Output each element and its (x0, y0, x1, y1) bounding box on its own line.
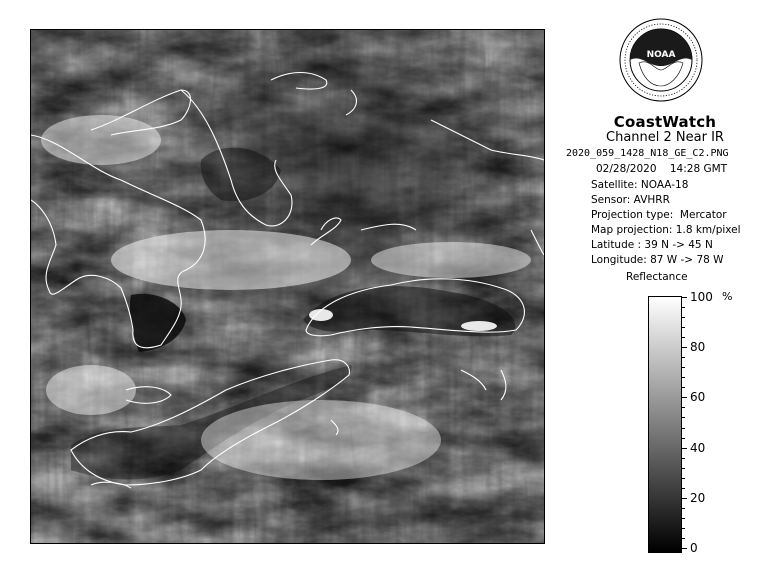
colorbar-tick-label: 0 (690, 541, 698, 555)
colorbar-minor-tick (681, 478, 685, 479)
sensor-label: Sensor: AVHRR (591, 194, 670, 206)
reflectance-colorbar (648, 296, 682, 553)
satellite-image (30, 29, 545, 544)
colorbar-major-tick (681, 347, 687, 348)
colorbar-minor-tick (681, 488, 685, 489)
colorbar-minor-tick (681, 387, 685, 388)
colorbar-tick-label: 80 (690, 340, 706, 355)
colorbar-tick-label: 100 (690, 290, 713, 304)
colorbar-major-tick (681, 498, 687, 499)
colorbar-minor-tick (681, 377, 685, 378)
noaa-logo (619, 18, 703, 102)
datetime-label: 02/28/2020 14:28 GMT (596, 163, 728, 175)
latitude-label: Latitude : 39 N -> 45 N (591, 239, 713, 251)
colorbar-minor-tick (681, 538, 685, 539)
colorbar-minor-tick (681, 428, 685, 429)
colorbar-minor-tick (681, 337, 685, 338)
colorbar-minor-tick (681, 327, 685, 328)
colorbar-minor-tick (681, 417, 685, 418)
brand-title: CoastWatch (613, 113, 717, 131)
colorbar-minor-tick (681, 528, 685, 529)
colorbar-minor-tick (681, 468, 685, 469)
satellite-image-svg (31, 30, 544, 543)
filename-label: 2020_059_1428_N18_GE_C2.PNG (566, 148, 729, 159)
colorbar-tick-label: 20 (690, 490, 706, 505)
logo-inner-text: NOAA (646, 50, 676, 60)
colorbar-minor-tick (681, 317, 685, 318)
colorbar-minor-tick (681, 367, 685, 368)
map-projection-label: Map projection: 1.8 km/pixel (591, 224, 741, 236)
colorbar-major-tick (681, 448, 687, 449)
colorbar-unit: % (722, 290, 733, 303)
colorbar-major-tick (681, 397, 687, 398)
colorbar-minor-tick (681, 518, 685, 519)
colorbar-tick-label: 60 (690, 390, 706, 405)
colorbar-minor-tick (681, 508, 685, 509)
colorbar-minor-tick (681, 307, 685, 308)
colorbar-major-tick (681, 548, 687, 549)
colorbar-major-tick (681, 297, 687, 298)
noaa-emblem-icon (619, 18, 703, 102)
projection-type-label: Projection type: Mercator (591, 209, 727, 221)
colorbar-minor-tick (681, 357, 685, 358)
colorbar-minor-tick (681, 407, 685, 408)
channel-label: Channel 2 Near IR (606, 130, 724, 145)
colorbar-minor-tick (681, 458, 685, 459)
colorbar-minor-tick (681, 438, 685, 439)
satellite-label: Satellite: NOAA-18 (591, 179, 689, 191)
colorbar-tick-label: 40 (690, 440, 706, 455)
longitude-label: Longitude: 87 W -> 78 W (591, 254, 724, 266)
colorbar-title: Reflectance (626, 271, 688, 283)
